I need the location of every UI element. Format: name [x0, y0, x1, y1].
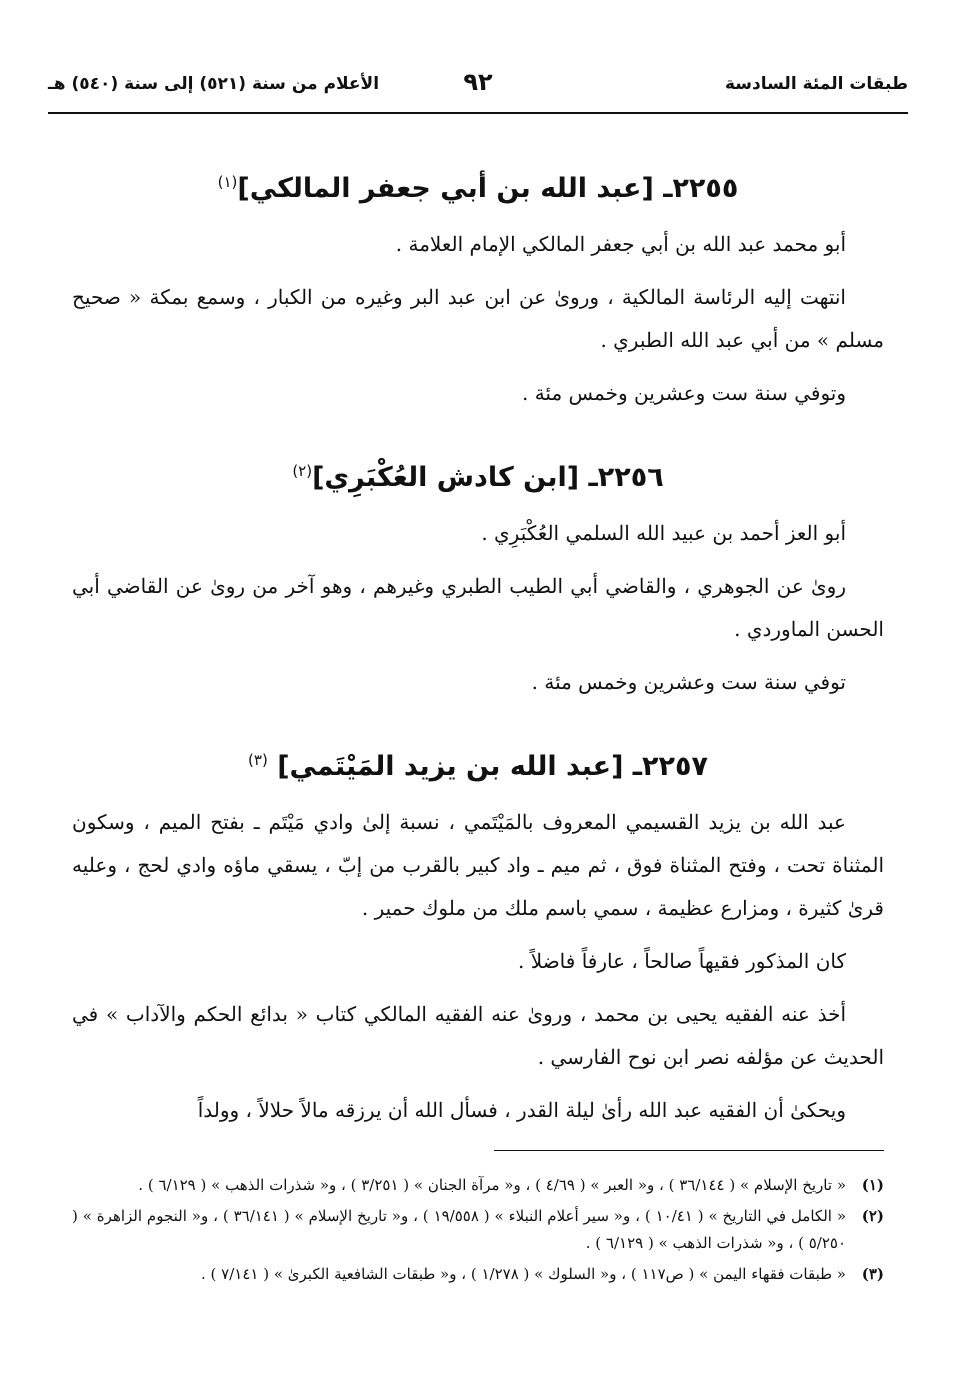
- entry-title: [72, 738, 884, 789]
- page-number: ٩٢: [463, 68, 493, 96]
- entry-title: [72, 449, 884, 500]
- entry-2257: [72, 738, 884, 1132]
- entry-title-text: ٢٢٥٦ـ [ابن كادش العُكْبَرِي]: [312, 462, 664, 493]
- entry-paragraph: توفي سنة ست وعشرين وخمس مئة .: [531, 670, 846, 694]
- entry-paragraph: أبو محمد عبد الله بن أبي جعفر المالكي الإمام العلامة .: [395, 232, 846, 256]
- entry-paragraph: أبو العز أحمد بن عبيد الله السلمي العُكْبَرِي .: [481, 521, 846, 545]
- entry-paragraph: انتهت إليه الرئاسة المالكية ، وروىٰ عن ابن عبد البر وغيره من الكبار ، وسمع بمكة « صحيح مسلم » من أبي عبد الله الطبري .: [72, 285, 884, 352]
- footnote-reference[interactable]: (٢): [292, 462, 313, 480]
- header-rule: [48, 112, 908, 114]
- entry-title-text: ٢٢٥٥ـ [عبد الله بن أبي جعفر المالكي]: [237, 173, 739, 204]
- footnotes: [72, 1172, 884, 1292]
- footnote-text: « الكامل في التاريخ » ( ١٠/٤١ ) ، و« سير أعلام النبلاء » ( ١٩/٥٥٨ ) ، و« تاريخ الإسلام » ( ٣٦/١٤١ ) ، و« النجوم الزاهرة » ( ٥/٢٥٠ ) ، و« شذرات الذهب » ( ٦/١٢٩ ) .: [72, 1207, 846, 1252]
- entry-paragraph: عبد الله بن يزيد القسيمي المعروف بالمَيْتَمي ، نسبة إلىٰ وادي مَيْتَم ـ بفتح الميم ، وسكون المثناة تحت ، وفتح المثناة فوق ، ثم ميم ـ واد كبير بالقرب من إبّ ، يسقي ماؤه وادي لحج ، وعليه قرىٰ كثيرة ، ومزارع عظيمة ، سمي باسم ملك من ملوك حمير .: [72, 810, 884, 920]
- entry-paragraph: كان المذكور فقيهاً صالحاً ، عارفاً فاضلاً .: [518, 949, 846, 973]
- footnote-item: [72, 1261, 884, 1288]
- header-book-title: طبقات المئة السادسة: [725, 74, 908, 94]
- entry-paragraph: وتوفي سنة ست وعشرين وخمس مئة .: [521, 381, 846, 405]
- header-section-range: الأعلام من سنة (٥٢١) إلى سنة (٥٤٠) هـ: [48, 74, 380, 94]
- footnote-reference[interactable]: (١): [217, 173, 238, 191]
- entry-paragraph: روىٰ عن الجوهري ، والقاضي أبي الطيب الطبري وغيرهم ، وهو آخر من روىٰ عن القاضي أبي الحسن الماوردي .: [72, 574, 884, 641]
- footnote-text: « تاريخ الإسلام » ( ٣٦/١٤٤ ) ، و« العبر » ( ٤/٦٩ ) ، و« مرآة الجنان » ( ٣/٢٥١ ) ، و« شذرات الذهب » ( ٦/١٢٩ ) .: [138, 1176, 846, 1194]
- footnote-item: [72, 1172, 884, 1199]
- footnote-text: « طبقات فقهاء اليمن » ( ص١١٧ ) ، و« السلوك » ( ١/٢٧٨ ) ، و« طبقات الشافعية الكبرىٰ » ( ٧/١٤١ ) .: [201, 1265, 846, 1283]
- entry-2255: [72, 160, 884, 415]
- entry-paragraph: ويحكىٰ أن الفقيه عبد الله رأىٰ ليلة القدر ، فسأل الله أن يرزقه مالاً حلالاً ، وولداً: [197, 1098, 846, 1122]
- page-body: [72, 160, 884, 1166]
- footnote-number: (٢): [861, 1207, 884, 1225]
- footnote-number: (١): [861, 1176, 884, 1194]
- entry-title: [72, 160, 884, 211]
- entry-2256: [72, 449, 884, 704]
- footnote-number: (٣): [861, 1265, 884, 1283]
- running-header: [48, 70, 908, 110]
- footnote-item: [72, 1203, 884, 1257]
- footnote-rule: [494, 1150, 884, 1151]
- entry-paragraph: أخذ عنه الفقيه يحيى بن محمد ، وروىٰ عنه الفقيه المالكي كتاب « بدائع الحكم والآداب » في الحديث عن مؤلفه نصر ابن نوح الفارسي .: [72, 1002, 884, 1069]
- entry-title-text: ٢٢٥٧ـ [عبد الله بن يزيد المَيْتَمي]: [277, 751, 708, 782]
- footnote-reference[interactable]: (٣): [248, 751, 268, 769]
